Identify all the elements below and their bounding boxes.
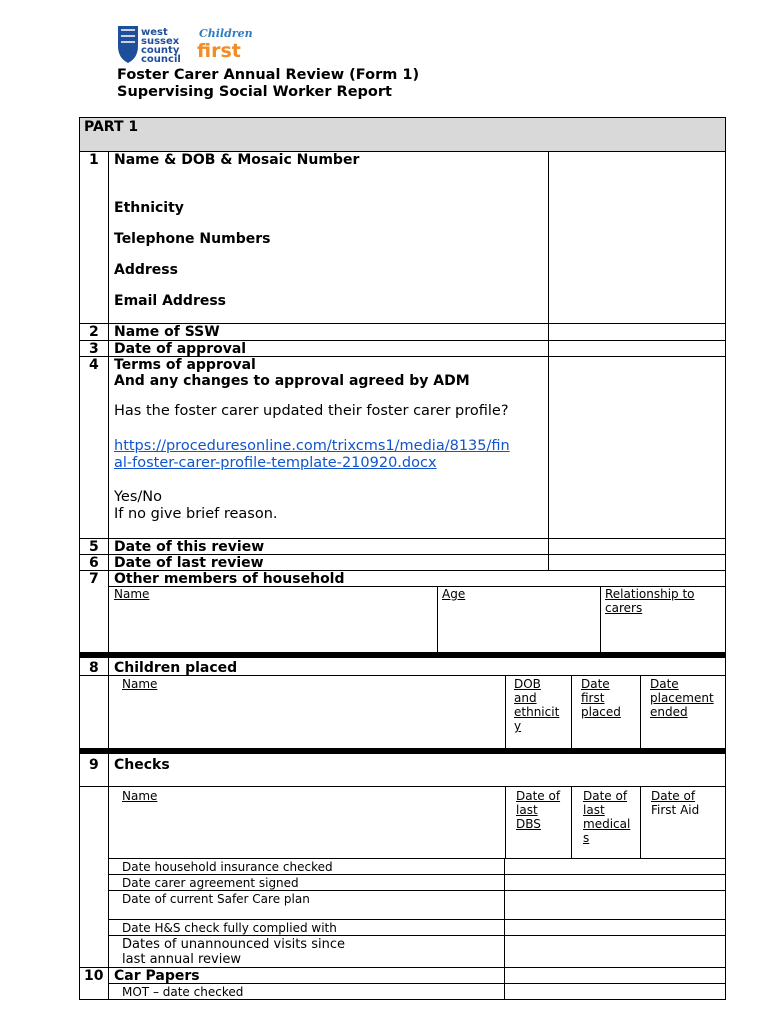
row-number: 5 <box>89 539 99 555</box>
wscc-logo <box>115 24 255 66</box>
label-date-approval: Date of approval <box>114 341 247 357</box>
label-ethnicity: Ethnicity <box>114 200 184 216</box>
outer-left-border <box>79 117 80 1000</box>
form-title: Foster Carer Annual Review (Form 1) <box>117 67 420 83</box>
col-divider <box>571 786 572 859</box>
col-divider <box>640 786 641 859</box>
row-line <box>109 983 726 984</box>
col-header-relationship-2: carers <box>605 601 643 615</box>
col-header-medical-4: s <box>583 831 590 845</box>
value-cell-approval[interactable] <box>550 342 724 355</box>
col-header-ended-2: placement <box>650 691 714 705</box>
col-header-ended-1: Date <box>650 677 679 691</box>
value-cell-last-review[interactable] <box>550 556 724 569</box>
reason-text: If no give brief reason. <box>114 506 278 522</box>
col-divider <box>504 858 505 1000</box>
label-terms: Terms of approval <box>114 357 256 373</box>
check-mot: MOT – date checked <box>122 985 244 999</box>
col-header-firstaid-2: First Aid <box>651 803 700 817</box>
row-line <box>109 874 726 875</box>
col-header-ended-3: ended <box>650 705 688 719</box>
col-divider <box>505 675 506 749</box>
outer-right-border <box>725 117 726 1000</box>
outer-top-border <box>79 117 726 118</box>
label-children-placed: Children placed <box>114 660 238 676</box>
col-header-dob-3: ethnicit <box>514 705 560 719</box>
label-checks: Checks <box>114 757 170 773</box>
logo-text-1: west <box>141 27 168 38</box>
section-divider <box>79 652 726 658</box>
row-line <box>109 858 726 859</box>
col-header-dbs-3: DBS <box>516 817 541 831</box>
col-header-medical-3: medical <box>583 817 631 831</box>
profile-link-1[interactable]: https://proceduresonline.com/trixcms1/media/8135/fin <box>114 438 510 454</box>
check-carer-agreement: Date carer agreement signed <box>122 876 299 890</box>
row-number: 2 <box>89 324 99 340</box>
row-number: 9 <box>89 757 99 773</box>
col-header-first-3: placed <box>581 705 621 719</box>
number-column-divider <box>108 151 109 1000</box>
profile-link-2[interactable]: al-foster-carer-profile-template-210920.docx <box>114 455 437 471</box>
profile-question: Has the foster carer updated their foster carer profile? <box>114 403 509 419</box>
label-last-review: Date of last review <box>114 555 264 571</box>
col-divider <box>640 675 641 749</box>
col-header-age: Age <box>442 587 466 601</box>
col-header-relationship-1: Relationship to <box>605 587 695 601</box>
value-cell-personal[interactable] <box>550 153 724 322</box>
outer-bottom-border <box>79 999 726 1000</box>
yes-no-text: Yes/No <box>114 489 163 505</box>
label-email: Email Address <box>114 293 227 309</box>
col-header-dbs-2: last <box>516 803 538 817</box>
col-divider <box>505 786 506 859</box>
col-divider <box>571 675 572 749</box>
row-line <box>109 935 726 936</box>
logo-text-4: council <box>141 54 181 65</box>
check-safer-care: Date of current Safer Care plan <box>122 892 310 906</box>
value-cell-this-review[interactable] <box>550 540 724 553</box>
row-number: 7 <box>89 571 99 587</box>
col-header-dob-4: y <box>514 719 522 733</box>
col-header-dob-1: DOB <box>514 677 541 691</box>
label-name-dob: Name & DOB & Mosaic Number <box>114 152 360 168</box>
label-this-review: Date of this review <box>114 539 265 555</box>
row-number: 4 <box>89 357 99 373</box>
col-header-name: Name <box>122 677 158 691</box>
row-number: 6 <box>89 555 99 571</box>
form-subtitle: Supervising Social Worker Report <box>117 84 392 100</box>
col-header-medical-2: last <box>583 803 605 817</box>
check-visits-1: Dates of unannounced visits since <box>122 937 345 952</box>
label-car-papers: Car Papers <box>114 968 200 984</box>
row-line <box>109 890 726 891</box>
label-ssw: Name of SSW <box>114 324 220 340</box>
row-number: 10 <box>84 968 104 984</box>
check-hs: Date H&S check fully complied with <box>122 921 337 935</box>
row-number: 3 <box>89 341 99 357</box>
logo-text-3: county <box>141 45 180 56</box>
label-changes: And any changes to approval agreed by ADM <box>114 373 470 389</box>
col-header-first-2: first <box>581 691 605 705</box>
col-divider <box>437 586 438 653</box>
value-cell-ssw[interactable] <box>550 325 724 339</box>
label-household: Other members of household <box>114 571 345 587</box>
col-header-medical-1: Date of <box>583 789 628 803</box>
col-header-name: Name <box>122 789 158 803</box>
col-header-name: Name <box>114 587 150 601</box>
col-divider <box>600 586 601 653</box>
logo-first: first <box>197 40 241 62</box>
label-telephone: Telephone Numbers <box>114 231 271 247</box>
check-insurance: Date household insurance checked <box>122 860 333 874</box>
row-line <box>79 786 726 787</box>
part-header-bg <box>80 117 725 151</box>
row-number: 1 <box>89 152 99 168</box>
check-visits-2: last annual review <box>122 952 241 967</box>
value-column-divider <box>548 151 549 571</box>
col-header-first-1: Date <box>581 677 610 691</box>
col-header-firstaid-1: Date of <box>651 789 696 803</box>
label-address: Address <box>114 262 178 278</box>
row-line <box>109 919 726 920</box>
col-header-dbs-1: Date of <box>516 789 561 803</box>
col-header-dob-2: and <box>514 691 537 705</box>
value-cell-terms[interactable] <box>550 358 724 537</box>
row-number: 8 <box>89 660 99 676</box>
logo-children: Children <box>199 27 253 40</box>
section-divider <box>79 748 726 754</box>
part-label: PART 1 <box>84 119 139 135</box>
logo-text-2: sussex <box>141 36 180 47</box>
